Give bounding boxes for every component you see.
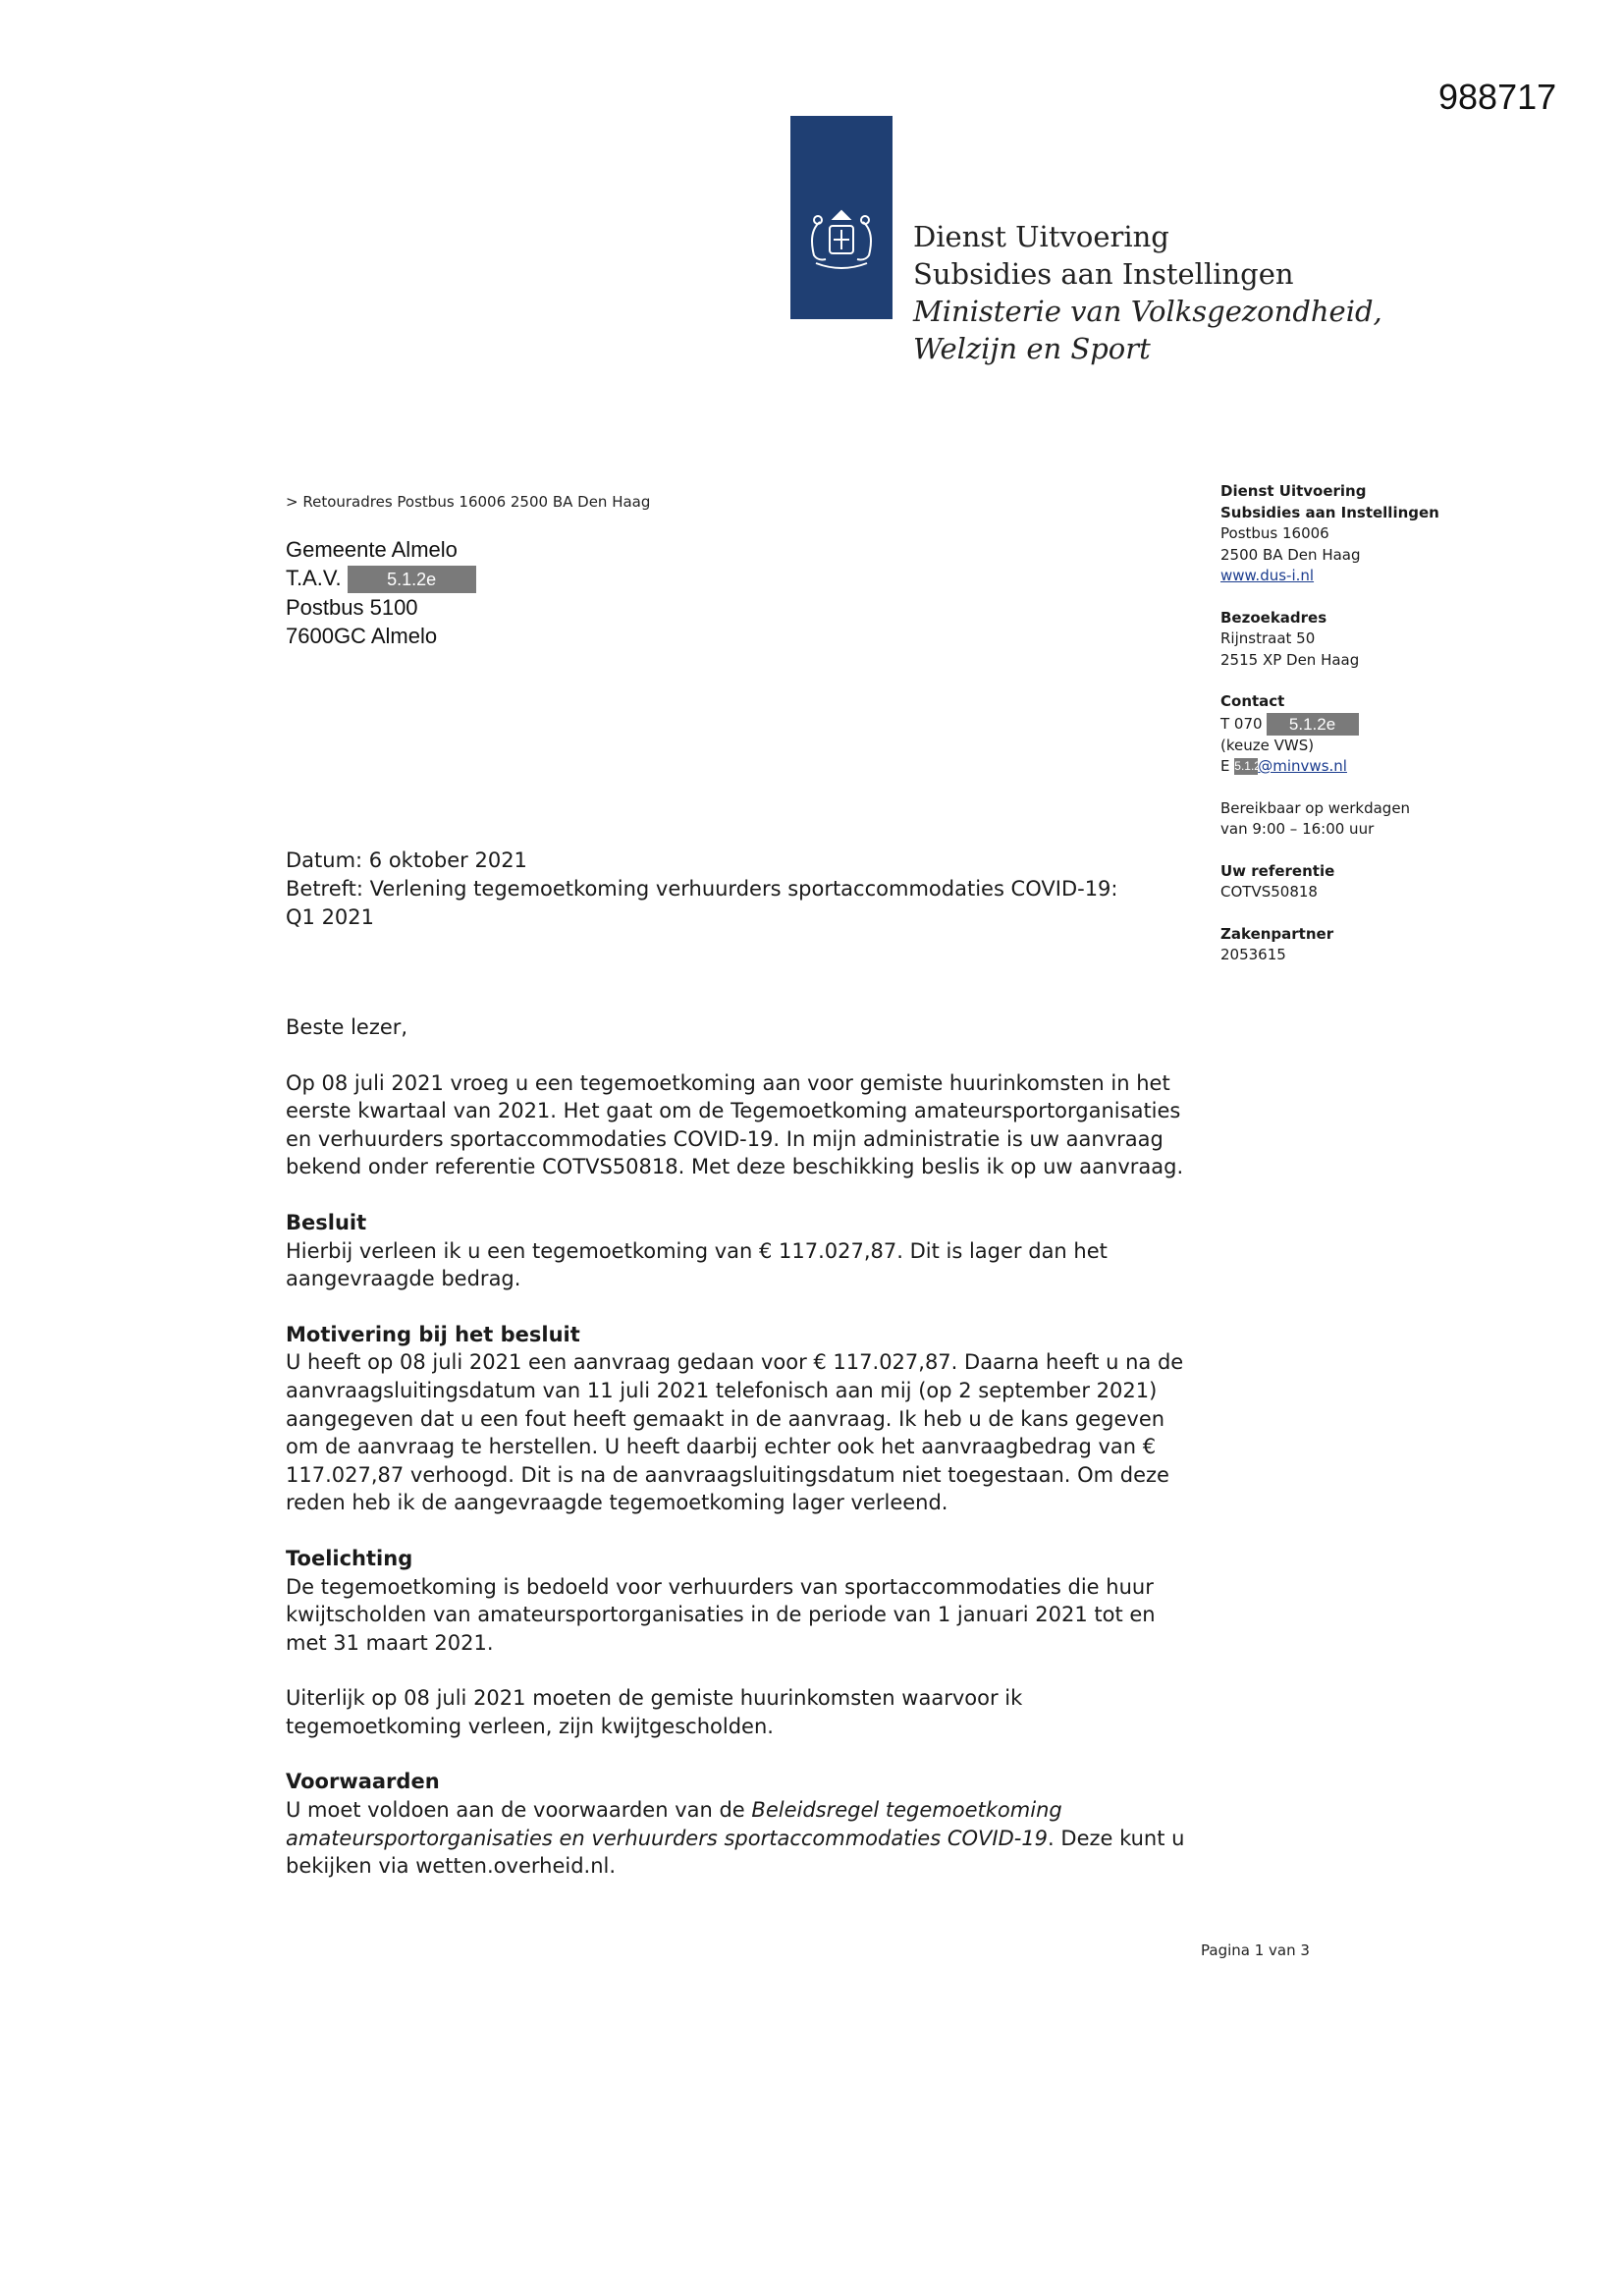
motivering-text: U heeft op 08 juli 2021 een aanvraag gedaan voor € 117.027,87. Daarna heeft u na de aanvraagsluitingsdatum van 11 juli 2021 telefonisch aan mij (op 2 september 2021) aangegeven dat u een fout heeft gemaakt in de aanvraag. Ik heb u de kans gegeven om de aanvraag te herstellen. U heeft daarbij echter ook het aanvraagbedrag van € 117.027,87 verhoogd. Dit is na de aanvraagsluitingsdatum niet toegestaan. Om deze reden heb ik de aangevraagde tegemoetkoming lager verleend.: [286, 1350, 1184, 1515]
contact-email: [1220, 756, 1515, 778]
redaction-box: 5.1.2e: [1234, 759, 1268, 773]
phone-note: (keuze VWS): [1220, 736, 1315, 754]
sidebar-postcode: 2500 BA Den Haag: [1220, 545, 1361, 564]
intro-paragraph: Op 08 juli 2021 vroeg u een tegemoetkoming aan voor gemiste huurinkomsten in het eerste kwartaal van 2021. Het gaat om de Tegemoetkoming amateursportorganisaties en verhuurders sportaccommodaties COVID-19. In mijn administratie is uw aanvraag bekend onder referentie COTVS50818. Met deze beschikking beslis ik op uw aanvraag.: [286, 1070, 1184, 1179]
recipient-name: Gemeente Almelo: [286, 537, 458, 562]
sidebar-postbus: Postbus 16006: [1220, 524, 1329, 542]
beleidsregel-title: Beleidsregel tegemoetkoming amateursportorganisaties en verhuurders sportaccommodaties COVID-19: [286, 1798, 1062, 1850]
hours-line-1: Bereikbaar op werkdagen: [1220, 798, 1411, 817]
voorwaarden-text: [286, 1796, 1189, 1881]
tav-label: T.A.V.: [286, 566, 342, 590]
website-link[interactable]: www.dus-i.nl: [1220, 567, 1315, 584]
sender-sidebar: [1220, 481, 1515, 966]
hours-line-2: van 9:00 – 16:00 uur: [1220, 820, 1375, 838]
section-toelichting: [286, 1545, 1189, 1657]
return-address: > Retouradres Postbus 16006 2500 BA Den Haag: [286, 493, 651, 511]
letter-meta: [286, 847, 1189, 932]
voorwaarden-post: . Deze kunt u bekijken via wetten.overheid.nl.: [286, 1826, 1185, 1879]
recipient-tav: [286, 564, 476, 593]
toelichting-heading: Toelichting: [286, 1546, 413, 1570]
visit-city: 2515 XP Den Haag: [1220, 650, 1360, 669]
logo-line-1: Dienst Uitvoering: [913, 220, 1169, 253]
section-besluit: [286, 1209, 1189, 1293]
email-prefix: E: [1220, 757, 1230, 775]
coat-of-arms-icon: [790, 116, 893, 319]
organization-logo-text: [913, 218, 1382, 367]
logo-line-4: Welzijn en Sport: [913, 332, 1151, 365]
sidebar-org-line-1: Dienst Uitvoering: [1220, 482, 1367, 500]
email-domain: @minvws.nl: [1258, 757, 1347, 775]
reference-value: COTVS50818: [1220, 883, 1318, 901]
recipient-street: Postbus 5100: [286, 595, 418, 621]
reference-heading: Uw referentie: [1220, 861, 1335, 880]
partner-value: 2053615: [1220, 946, 1286, 963]
recipient-city: 7600GC Almelo: [286, 624, 438, 649]
government-logo-emblem: [790, 116, 893, 319]
toelichting-text: De tegemoetkoming is bedoeld voor verhuurders van sportaccommodaties die huur kwijtscholden van amateursportorganisaties in de periode van 1 januari 2021 tot en met 31 maart 2021.: [286, 1574, 1156, 1655]
email-link[interactable]: [1234, 757, 1347, 775]
letter-subject-line-2: Q1 2021: [286, 905, 375, 929]
visit-heading: Bezoekadres: [1220, 608, 1327, 627]
sidebar-org-line-2: Subsidies aan Instellingen: [1220, 503, 1439, 521]
salutation: Beste lezer,: [286, 1015, 408, 1039]
voorwaarden-pre: U moet voldoen aan de voorwaarden van de: [286, 1798, 752, 1823]
letter-subject-line-1: Betreft: Verlening tegemoetkoming verhuurders sportaccommodaties COVID-19:: [286, 877, 1118, 901]
document-number: 988717: [1438, 77, 1557, 117]
recipient-address: [286, 535, 476, 650]
logo-line-3: Ministerie van Volksgezondheid,: [913, 295, 1382, 328]
letter-body: [286, 1013, 1189, 1908]
letter-date: Datum: 6 oktober 2021: [286, 848, 527, 872]
voorwaarden-heading: Voorwaarden: [286, 1770, 440, 1794]
contact-heading: Contact: [1220, 692, 1285, 710]
motivering-heading: Motivering bij het besluit: [286, 1322, 580, 1346]
page-indicator: Pagina 1 van 3: [1201, 1941, 1310, 1959]
besluit-text: Hierbij verleen ik u een tegemoetkoming van € 117.027,87. Dit is lager dan het aangevraagde bedrag.: [286, 1238, 1108, 1291]
section-motivering: [286, 1321, 1189, 1517]
contact-phone: [1220, 713, 1515, 736]
besluit-heading: Besluit: [286, 1210, 367, 1234]
toelichting-text-2: Uiterlijk op 08 juli 2021 moeten de gemiste huurinkomsten waarvoor ik tegemoetkoming verleen, zijn kwijtgescholden.: [286, 1686, 1023, 1738]
redaction-box: 5.1.2e: [1267, 713, 1359, 736]
partner-heading: Zakenpartner: [1220, 924, 1334, 943]
phone-prefix: T 070: [1220, 714, 1263, 733]
section-voorwaarden: [286, 1768, 1189, 1880]
redaction-box: 5.1.2e: [348, 566, 476, 593]
logo-line-2: Subsidies aan Instellingen: [913, 257, 1294, 291]
visit-street: Rijnstraat 50: [1220, 629, 1316, 647]
